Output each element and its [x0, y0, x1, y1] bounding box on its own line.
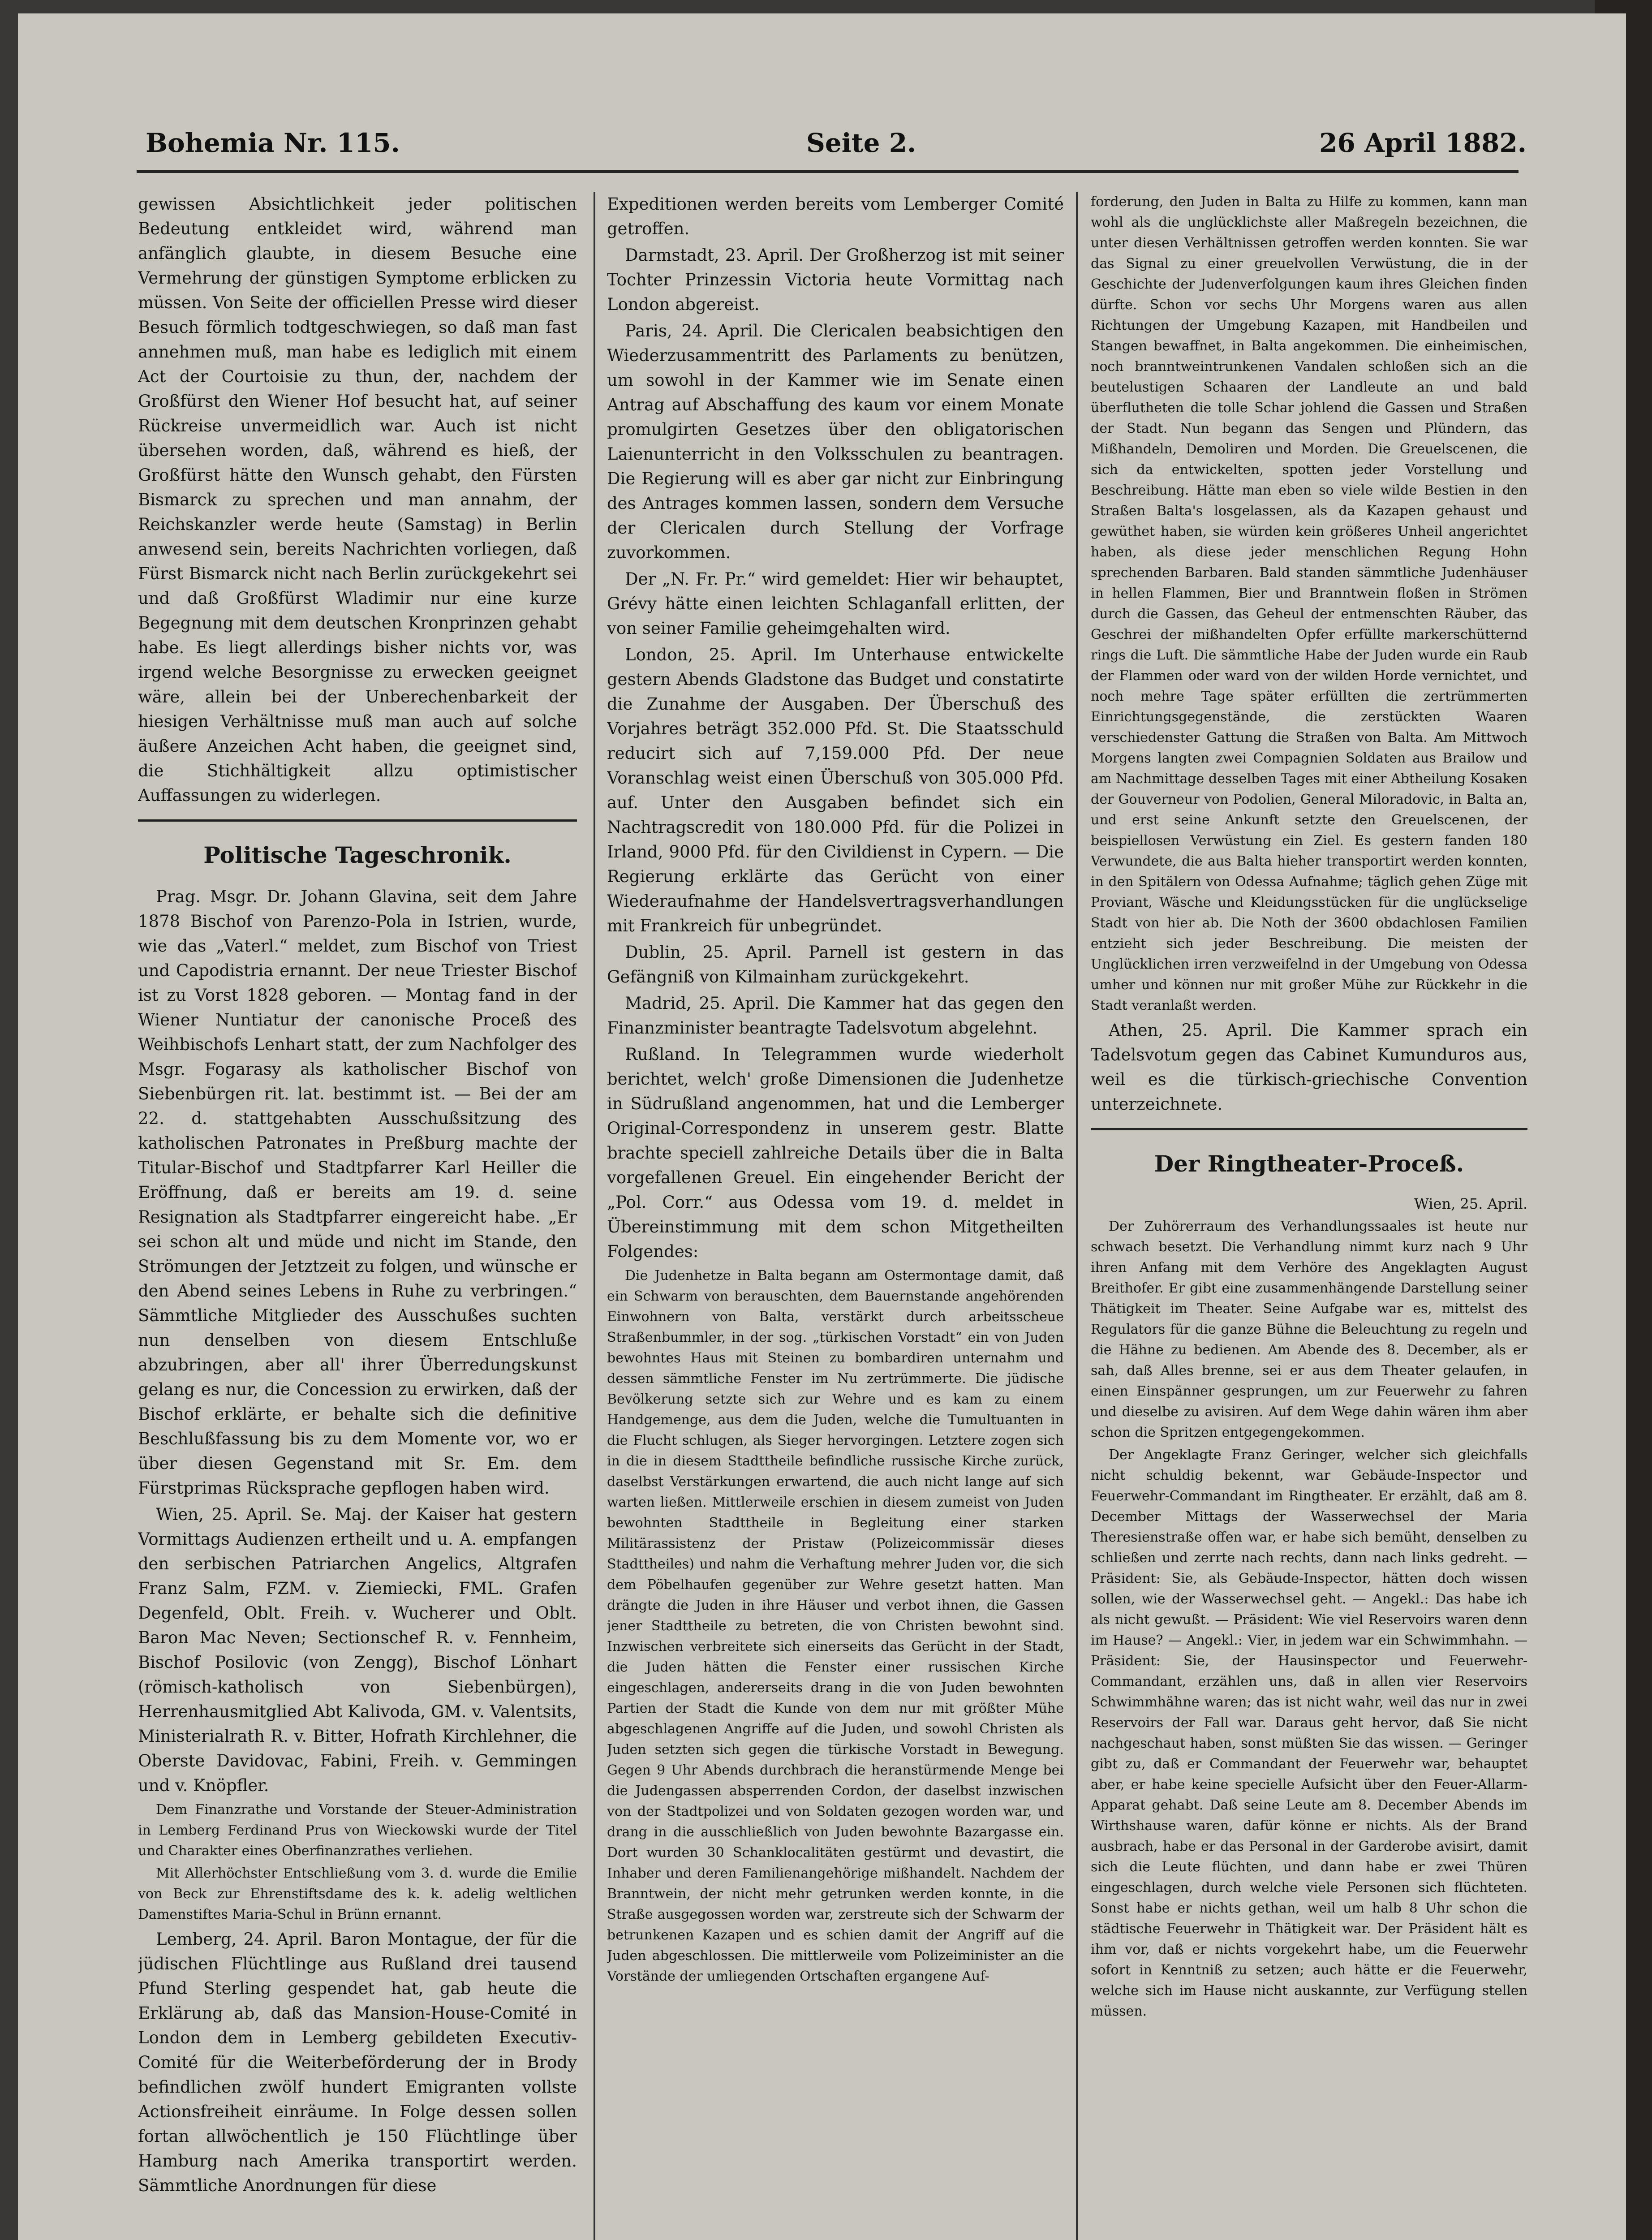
news-item-paris: Paris, 24. April. Die Clericalen beabsichtigen den Wiederzusammentritt des Parlaments zu benützen, um sowohl in der Kammer wie im Senate einen Antrag auf Abschaffung des kaum vor einem Monate promulgirten Gesetzes über den obligatorischen Laienunterricht in den Volksschulen zu beantragen. Die Regierung will es aber gar nicht zur Einbringung des Antrages kommen lassen, sondern dem Versuche der Clericalen durch Stellung der Vorfrage zuvorkommen. [607, 321, 1064, 562]
news-item-madrid: Madrid, 25. April. Die Kammer hat das gegen den Finanzminister beantragte Tadelsvotum abgelehnt. [607, 994, 1064, 1038]
news-item-lemberg: Lemberg, 24. April. Baron Montague, der für die jüdischen Flüchtlinge aus Rußland drei tausend Pfund Sterling gespendet hat, gab heute die Erklärung ab, daß das Mansion-House-Comité in London dem in Lemberg gebildeten Executiv-Comité für die Weiterbeförderung der in Brody befindlichen zwölf hundert Emigranten vollste Actionsfreiheit einräume. In Folge dessen sollen fortan allwöchentlich je 150 Flüchtlinge über Hamburg nach Amerika transportirt werden. Sämmtliche Anordnungen für diese [138, 1930, 577, 2195]
newspaper-page [18, 13, 1626, 2240]
article-continuation: Expeditionen werden bereits vom Lemberger Comité getroffen. [607, 194, 1064, 238]
trial-report: Der Zuhörerraum des Verhandlungssaales ist heute nur schwach besetzt. Die Verhandlung nimmt kurz nach 9 Uhr ihren Anfang mit dem Verhöre des Angeklagten August Breithofer. Er gibt eine zusammenhängende Darstellung seiner Thätigkeit im Theater. Seine Aufgabe war es, mittelst des Regulators für die ganze Bühne die Beleuchtung zu regeln und die Hähne zu bedienen. Am Abende des 8. December, als er sah, daß Alles brenne, sei er aus dem Theater gelaufen, in einen Einspänner gesprungen, um zur Feuerwehr zu fahren und dieselbe zu avisiren. Auf dem Wege dahin wären ihm aber schon die Spritzen entgegengekommen. [1091, 1219, 1527, 1440]
page-number: Seite 2. [806, 128, 916, 158]
column-divider [1076, 192, 1078, 2240]
news-item-darmstadt: Darmstadt, 23. April. Der Großherzog ist mit seiner Tochter Prinzessin Victoria heute Vormittag nach London abgereist. [607, 246, 1064, 314]
news-item-nfp: Der „N. Fr. Pr.“ wird gemeldet: Hier wir behauptet, Grévy hätte einen leichten Schlaganfall erlitten, der von seiner Familie geheimgehalten wird. [607, 569, 1064, 638]
report-balta: Die Judenhetze in Balta begann am Ostermontage damit, daß ein Schwarm von berauschten, dem Bauernstande angehörenden Einwohnern von Balta, verstärkt durch arbeitsscheue Straßenbummler, in der sog. „türkischen Vorstadt“ ein von Juden bewohntes Haus mit Steinen zu bombardiren unternahm und dessen sämmtliche Fenster im Nu zertrümmerte. Die jüdische Bevölkerung setzte sich zur Wehre und es kam zu einem Handgemenge, aus dem die Juden, welche die Tumultuanten in die Flucht schlugen, als Sieger hervorgingen. Letztere zogen sich in die in diesem Stadttheile befindliche russische Kirche zurück, daselbst Verstärkungen erwartend, die auch nicht lange auf sich warten ließen. Mittlerweile erschien in diesem zumeist von Juden bewohnten Stadttheile in Begleitung einer starken Militärassistenz der Pristaw (Polizeicommissär dieses Stadttheiles) und nahm die Verhaftung mehrer Juden vor, die sich dem Pöbelhaufen gegenüber zur Wehre gesetzt hatten. Man drängte die Juden in ihre Häuser und verbot ihnen, die Gassen jener Stadttheile zu betreten, die von Christen bewohnt sind. Inzwischen verbreitete sich einerseits das Gerücht in der Stadt, die Juden hätten die Fenster einer russischen Kirche eingeschlagen, andererseits drang in die von Juden bewohnten Partien der Stadt die Kunde von dem nur mit größter Mühe abgeschlagenen Angriffe auf die Juden, und sowohl Christen als Juden setzten sich gegen die türkische Vorstadt in Bewegung. Gegen 9 Uhr Abends durchbrach die heranstürmende Menge bei die Judengassen absperrenden Cordon, der daselbst inzwischen von der Stadtpolizei und von Soldaten gezogen worden war, und drang in die ausschließlich von Juden bewohnte Bazargasse ein. Dort wurden 30 Schanklocalitäten gestürmt und devastirt, die Inhaber und deren Familienangehörige mißhandelt. Nachdem der Branntwein, der nicht mehr getrunken werden konnte, in die Straße ausgegossen worden war, zerstreute sich der Schwarm der betrunkenen Kazapen und es schien damit der Angriff auf die Juden abgeschlossen. Die mittlerweile vom Polizeiminister an die Vorstände der umliegenden Ortschaften ergangene Auf- [607, 1268, 1064, 1984]
news-item-athen: Athen, 25. April. Die Kammer sprach ein Tadelsvotum gegen das Cabinet Kumunduros aus, weil es die türkisch-griechische Convention unterzeichnete. [1091, 1021, 1527, 1114]
column-3 [1091, 192, 1527, 2240]
article-continuation: gewissen Absichtlichkeit jeder politischen Bedeutung entkleidet wird, während man anfänglich glaubte, in diesem Besuche eine Vermehrung der günstigen Symptome erblicken zu müssen. Von Seite der officiellen Presse wird dieser Besuch förmlich todtgeschwiegen, so daß man fast annehmen muß, man habe es lediglich mit einem Act der Courtoisie zu thun, der, nachdem der Großfürst den Wiener Hof besucht hat, auf seiner Rückreise unvermeidlich war. Auch ist nicht übersehen worden, daß, während es hieß, der Großfürst hätte den Wunsch gehabt, den Fürsten Bismarck zu sprechen und man annahm, der Reichskanzler werde heute (Samstag) in Berlin anwesend sein, bereits Nachrichten vorliegen, daß Fürst Bismarck nicht nach Berlin zurückgekehrt sei und daß Großfürst Wladimir nur eine kurze Begegnung mit dem deutschen Kronprinzen gehabt habe. Es liegt allerdings bisher nichts vor, was irgend welche Besorgnisse zu erwecken geeignet wäre, allein bei der Unberechenbarkeit der hiesigen Verhältnisse muß man auch auf solche äußere Anzeichen Acht haben, die geeignet sind, die Stichhältigkeit allzu optimistischer Auffassungen zu widerlegen. [138, 194, 577, 805]
column-2 [607, 192, 1064, 2240]
column-divider [594, 192, 595, 2240]
official-notice: Mit Allerhöchster Entschließung vom 3. d. wurde die Emilie von Beck zur Ehrenstiftsdame des k. k. adelig weltlichen Damenstiftes Maria-Schul in Brünn ernannt. [138, 1865, 577, 1922]
news-item-wien: Wien, 25. April. Se. Maj. der Kaiser hat gestern Vormittags Audienzen ertheilt und u. A. empfangen den serbischen Patriarchen Angelics, Altgrafen Franz Salm, FZM. v. Ziemiecki, FML. Grafen Degenfeld, Oblt. Freih. v. Wucherer und Oblt. Baron Mac Neven; Sectionschef R. v. Fennheim, Bischof Posilovic (von Zengg), Bischof Lönhart (römisch-katholisch von Siebenbürgen), Herrenhausmitglied Abt Kalivoda, GM. v. Valentsits, Ministerialrath R. v. Bitter, Hofrath Kirchlehner, die Oberste Davidovac, Fabini, Freih. v. Gemmingen und v. Knöpfler. [138, 1505, 577, 1795]
news-item-prag: Prag. Msgr. Dr. Johann Glavina, seit dem Jahre 1878 Bischof von Parenzo-Pola in Istrien, wurde, wie das „Vaterl.“ meldet, zum Bischof von Triest und Capodistria ernannt. Der neue Triester Bischof ist zu Vorst 1828 geboren. — Montag fand in der Wiener Nuntiatur der canonische Proceß des Weihbischofs Lenhart statt, der zum Nachfolger des Msgr. Fogarasy als katholischer Bischof von Siebenbürgen rit. lat. bestimmt ist. — Bei der am 22. d. stattgehabten Ausschußsitzung des katholischen Patronates in Preßburg machte der Titular-Bischof und Stadtpfarrer Karl Heiller die Eröffnung, daß er bereits am 19. d. seine Resignation als Stadtpfarrer eingereicht habe. „Er sei schon alt und müde und nicht im Stande, den Strömungen der Jetztzeit zu folgen, und wünsche er den Abend seines Lebens in Ruhe zu verbringen.“ Sämmtliche Mitglieder des Ausschußes suchten nun denselben von diesem Entschluße abzubringen, aber all' ihrer Überredungskunst gelang es nur, die Concession zu erwirken, daß der Bischof erklärte, er behalte sich die definitive Beschlußfassung bis zu dem Momente vor, wo er über diesen Gegenstand mit Sr. Em. dem Fürstprimas Rücksprache gepflogen haben wird. [138, 887, 577, 1498]
section-rule [1091, 1128, 1527, 1130]
official-notice: Dem Finanzrathe und Vorstande der Steuer-Administration in Lemberg Ferdinand Prus von Wieckowski wurde der Titel und Charakter eines Oberfinanzrathes verliehen. [138, 1802, 577, 1859]
section-heading: Politische Tageschronik. [203, 842, 512, 868]
section-rule [138, 819, 577, 822]
news-item-dublin: Dublin, 25. April. Parnell ist gestern in das Gefängniß von Kilmainham zurückgekehrt. [607, 943, 1064, 986]
section-heading: Der Ringtheater-Proceß. [1154, 1150, 1464, 1177]
news-item-london: London, 25. April. Im Unterhause entwickelte gestern Abends Gladstone das Budget und constatirte die Zunahme der Ausgaben. Der Überschuß des Vorjahres beträgt 352.000 Pfd. St. Die Staatsschuld reducirt sich auf 7,159.000 Pfd. Der neue Voranschlag weist einen Überschuß von 305.000 Pfd. auf. Unter den Ausgaben befindet sich ein Nachtragscredit von 180.000 Pfd. für die Polizei in Irland, 9000 Pfd. für den Civildienst in Cypern. — Die Regierung erklärte das Gerücht von einer Wiederaufnahme der Handelsvertragsverhandlungen mit Frankreich für unbegründet. [607, 645, 1064, 935]
dateline: Wien, 25. April. [1414, 1195, 1527, 1212]
header-rule [137, 170, 1519, 173]
issue-date: 26 April 1882. [1319, 128, 1527, 158]
trial-report: Der Angeklagte Franz Geringer, welcher sich gleichfalls nicht schuldig bekennt, war Gebäude-Inspector und Feuerwehr-Commandant im Ringtheater. Er erzählt, daß am 8. December Mittags der Wasserwechsel der Maria Theresienstraße offen war, er habe sich bemüht, denselben zu schließen und zerrte nach rechts, dann nach links gedreht. — Präsident: Sie, als Gebäude-Inspector, hätten doch wissen sollen, wie der Wasserwechsel geht. — Angekl.: Das habe ich als nicht gewußt. — Präsident: Wie viel Reservoirs waren denn im Hause? — Angekl.: Vier, in jedem war ein Schwimmhahn. — Präsident: Sie, der Hausinspector und Feuerwehr-Commandant, erzählen uns, daß in allen vier Reservoirs Schwimmhähne waren; das ist nicht wahr, weil das nur in zwei Reservoirs der Fall war. Daraus geht hervor, daß Sie nicht nachgeschaut haben, sonst müßten Sie das wissen. — Geringer gibt zu, daß er Commandant der Feuerwehr war, behauptet aber, er habe keine specielle Aufsicht über den Feuer-Allarm-Apparat gehabt. Daß seine Leute am 8. December Abends im Wirthshause waren, dafür könne er nichts. Als der Brand ausbrach, habe er das Personal in der Garderobe avisirt, damit sich die Leute flüchten, und dann habe er zwei Thüren eingeschlagen, durch welche viele Personen sich flüchteten. Sonst habe er nichts gethan, weil um halb 8 Uhr schon die städtische Feuerwehr in Thätigkeit war. Der Präsident hält es ihm vor, daß er nichts vorgekehrt habe, um die Feuerwehr sofort in Kenntniß zu setzen; auch hätte er die Feuerwehr, welche sich im Hause nicht auskannte, zur Verfügung stellen müssen. [1091, 1447, 1527, 2019]
report-balta-continued: forderung, den Juden in Balta zu Hilfe zu kommen, kann man wohl als die unglücklichste aller Maßregeln bezeichnen, die unter diesen Verhältnissen getroffen werden konnten. Sie war das Signal zu einer greuelvollen Verwüstung, die in der Geschichte der Judenverfolgungen kaum ihres Gleichen finden dürfte. Schon vor sechs Uhr Morgens waren aus allen Richtungen der Umgebung Kazapen, mit Handbeilen und Stangen bewaffnet, in Balta angekommen. Die einheimischen, noch branntweintrunkenen Vandalen schloßen sich an die beutelustigen Schaaren der Landleute an und bald überflutheten die tolle Schar johlend die Gassen und Straßen der Stadt. Nun begann das Sengen und Plündern, das Mißhandeln, Demoliren und Morden. Die Greuelscenen, die sich da entwickelten, spotten jeder Vorstellung und Beschreibung. Hätte man eben so viele wilde Bestien in den Straßen Balta's losgelassen, als da Kazapen gehaust und gewüthet haben, sie würden kein größeres Unheil angerichtet haben, als diese jeder menschlichen Regung Hohn sprechenden Barbaren. Bald standen sämmtliche Judenhäuser in hellen Flammen, Bier und Branntwein floßen in Strömen durch die Gassen, das Geheul der entmenschten Räuber, das Geschrei der mißhandelten Opfer erfüllte markerschütternd rings die Luft. Die sämmtliche Habe der Juden wurde ein Raub der Flammen oder ward von der wilden Horde vernichtet, und noch mehre Tage später erfüllten die zertrümmerten Einrichtungsgegenstände, die zerstückten Waaren verschiedenster Gattung die Straßen von Balta. Am Mittwoch Morgens langten zwei Compagnien Soldaten aus Brailow und am Nachmittage desselben Tages mit einer Abtheilung Kosaken der Gouverneur von Podolien, General Miloradovic, in Balta an, und erst seine Ankunft setzte den Greuelscenen, der beispiellosen Verwüstung ein Ziel. Es gestern fanden 180 Verwundete, die aus Balta hieher transportirt werden konnten, in den Spitälern von Odessa Aufnahme; täglich gehen Züge mit Proviant, Wäsche und Kleidungsstücken für die unglückselige Stadt von hier ab. Die Noth der 3600 obdachlosen Familien entzieht sich jeder Beschreibung. Die meisten der Unglücklichen irren verzweifelnd in der Umgebung von Odessa umher und können nur mit großer Mühe zur Rückkehr in die Stadt veranlaßt werden. [1091, 194, 1527, 1013]
news-item-russland: Rußland. In Telegrammen wurde wiederholt berichtet, welch' große Dimensionen die Judenhetze in Südrußland angenommen, hat und die Lemberger Original-Correspondenz in unserem gestr. Blatte brachte speciell zahlreiche Details über die in Balta vorgefallenen Greuel. Ein eingehender Bericht der „Pol. Corr.“ aus Odessa vom 19. d. meldet in Übereinstimmung mit dem schon Mitgetheilten Folgendes: [607, 1045, 1064, 1261]
masthead-left: Bohemia Nr. 115. [146, 128, 400, 158]
column-1 [138, 192, 577, 2240]
